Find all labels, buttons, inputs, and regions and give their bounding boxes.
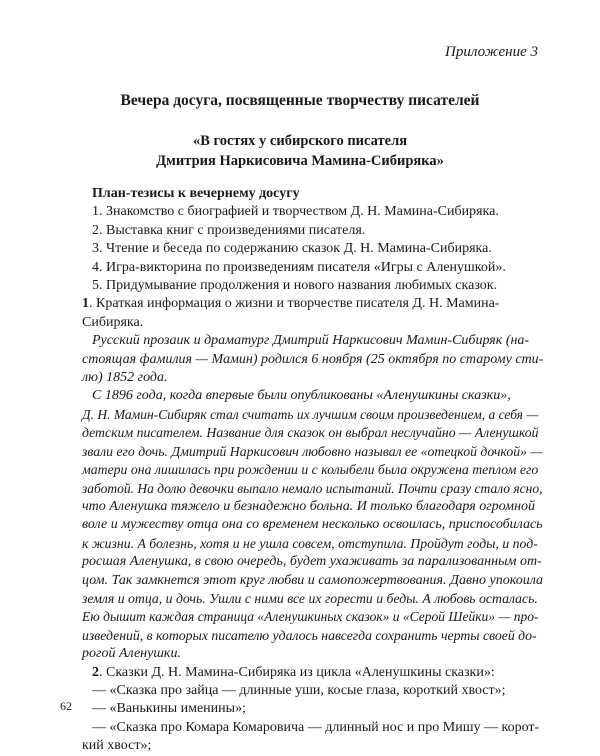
- paragraph-line: Ею дышит каждая страница «Аленушкиных сказок» и «Серой Шейки» — про-: [82, 609, 539, 625]
- paragraph-line: цом. Так замкнется этот круг любви и самопожертвования. Давно упокоила: [82, 572, 543, 588]
- paragraph-line: С 1896 года, когда впервые были опубликованы «Аленушкины сказки»,: [92, 388, 511, 404]
- plan-item: 3. Чтение и беседа по содержанию сказок Д. Н. Мамина-Сибиряка.: [92, 241, 492, 257]
- paragraph-line: земля и отца, и дочь. Ушли с ними все их горести и беды. А любовь осталась.: [82, 590, 538, 606]
- paragraph-line: звали его дочь. Дмитрий Наркисович любовно называл ее «отецкой дочкой» —: [82, 443, 543, 459]
- appendix-label: Приложение 3: [445, 44, 538, 60]
- tales-history-paragraph: [82, 387, 544, 663]
- plan-heading: План-тезисы к вечернему досугу: [92, 186, 300, 201]
- biography-paragraph: [82, 332, 544, 387]
- event-subtitle: [0, 131, 600, 171]
- section-1-number: 1: [82, 296, 89, 312]
- plan-list: [92, 203, 544, 295]
- subtitle-line-2: Дмитрия Наркисовича Мамина-Сибиряка»: [156, 153, 444, 169]
- plan-item: 4. Игра-викторина по произведениям писателя «Игры с Аленушкой».: [92, 259, 506, 275]
- plan-item: 5. Придумывание продолжения и нового названия любимых сказок.: [92, 278, 498, 294]
- tale-item: — «Сказка про Комара Комаровича — длинный нос и про Мишу — корот-: [92, 719, 540, 735]
- paragraph-line: рогой Аленушки.: [82, 646, 181, 662]
- paragraph-line: воле и мужеству отца она со временем несколько освоилась, приспособилась: [82, 517, 543, 533]
- section-2-text: . Сказки Д. Н. Мамина-Сибиряка из цикла «Аленушкины сказки»:: [99, 664, 495, 680]
- paragraph-line: Русский прозаик и драматург Дмитрий Наркисович Мамин-Сибиряк (на-: [92, 333, 530, 349]
- tale-item: — «Сказка про зайца — длинные уши, косые глаза, короткий хвост»;: [92, 682, 506, 698]
- plan-item: 1. Знакомство с биографией и творчеством Д. Н. Мамина-Сибиряка.: [92, 204, 499, 220]
- paragraph-line: стоящая фамилия — Мамин) родился 6 ноября (25 октября по старому сти-: [82, 351, 544, 367]
- section-1-line-2: Сибиряка.: [82, 314, 144, 330]
- plan-item: 2. Выставка книг с произведениями писателя.: [92, 222, 366, 238]
- section-1-text: . Краткая информация о жизни и творчестве писателя Д. Н. Мамина-: [89, 296, 500, 312]
- page-title: Вечера досуга, посвященные творчеству писателей: [120, 92, 480, 109]
- section-1-line-1: [82, 295, 544, 313]
- paragraph-line: Д. Н. Мамин-Сибиряк стал считать их лучшим своим произведением, а себя —: [82, 406, 539, 422]
- paragraph-line: росшая Аленушка, в свою очередь, будет ухаживать за парализованным от-: [82, 554, 542, 570]
- paragraph-line: заботой. На долю девочки выпало немало испытаний. Почти сразу стало ясно,: [82, 480, 543, 496]
- tale-item: кий хвост»;: [82, 738, 152, 754]
- paragraph-line: лю) 1852 года.: [82, 370, 168, 386]
- paragraph-line: изведений, в которых писателю удалось навсегда сохранить черты своей до-: [82, 627, 537, 643]
- section-2: [92, 664, 544, 682]
- page-number: 62: [60, 699, 72, 713]
- paragraph-line: что Аленушка тяжело и безнадежно больна. И только благодаря огромной: [82, 498, 536, 514]
- document-body: [82, 185, 544, 756]
- subtitle-line-1: «В гостях у сибирского писателя: [192, 133, 408, 149]
- section-2-number: 2: [92, 664, 99, 680]
- paragraph-line: матери она лишилась при рождении и с колыбели была окружена теплом его: [82, 462, 539, 478]
- paragraph-line: к жизни. А болезнь, хотя и не ушла совсем, отступила. Пройдут годы, и под-: [82, 535, 538, 551]
- paragraph-line: детским писателем. Название для сказок он выбрал неслучайно — Аленушкой: [82, 425, 539, 441]
- tale-item: — «Ванькины именины»;: [92, 701, 246, 717]
- section-1: [82, 295, 544, 332]
- tales-list: [82, 682, 544, 756]
